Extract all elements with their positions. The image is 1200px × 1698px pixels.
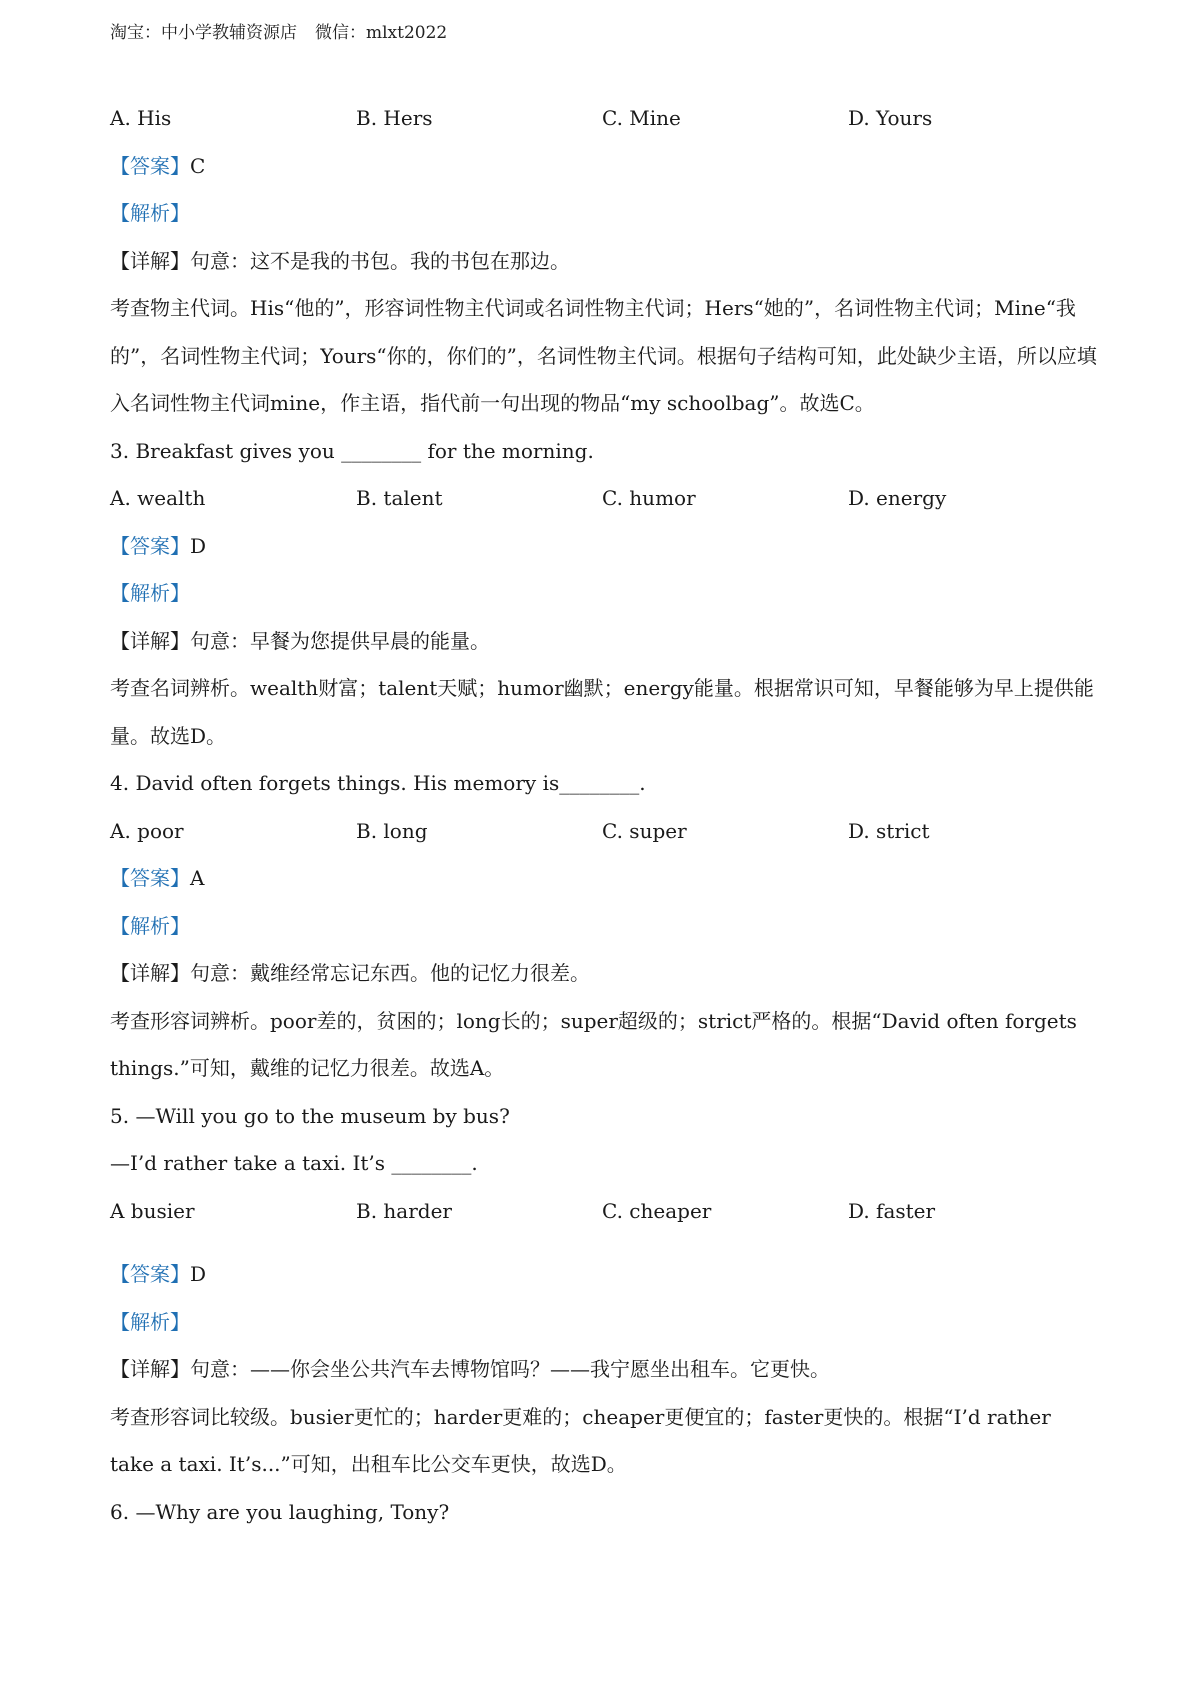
q4-options (110, 808, 1100, 856)
q2-option-b: B. Hers (356, 106, 433, 130)
q4-option-d: D. strict (848, 818, 930, 843)
q2-options (110, 95, 1100, 143)
q5-option-a: A busier (110, 1198, 195, 1223)
q5-answer-value: D (190, 1262, 207, 1286)
wechat-id: 微信：mlxt2022 (315, 23, 448, 43)
q5-option-b: B. harder (356, 1198, 452, 1223)
q4-analysis-heading (110, 903, 1100, 951)
q3-analysis-heading (110, 570, 1100, 618)
shop-name: 淘宝：中小学教辅资源店 (110, 23, 297, 43)
q4-explanation: 考查形容词辨析。poor差的，贫困的；long长的；super超级的；strict严格的。根据“David often forgets things.”可知，戴维的记忆力很差。故选A。 (110, 1008, 1077, 1080)
q2-option-c: C. Mine (602, 106, 681, 130)
q5-option-d: D. faster (848, 1198, 936, 1223)
q5-stem-1: 5. —Will you go to the museum by bus? (110, 1103, 510, 1128)
q2-detail: 【详解】句意：这不是我的书包。我的书包在那边。 (110, 248, 570, 273)
q3-option-a: A. wealth (110, 486, 206, 510)
q3-option-b: B. talent (356, 486, 443, 510)
q4-option-a: A. poor (110, 818, 184, 843)
q3-option-d: D. energy (848, 486, 947, 510)
analysis-tag: 【解析】 (110, 581, 190, 605)
q5-answer (110, 1251, 1100, 1299)
q2-answer-value: C (190, 153, 206, 178)
q2-analysis-heading (110, 190, 1100, 238)
analysis-tag: 【解析】 (110, 1309, 190, 1334)
q4-answer (110, 855, 1100, 903)
analysis-tag: 【解析】 (110, 913, 190, 938)
q5-options (110, 1188, 1100, 1236)
q4-option-c: C. super (602, 818, 687, 843)
q5-stem-2: —I’d rather take a taxi. It’s ________. (110, 1151, 478, 1175)
answer-tag: 【答案】 (110, 533, 190, 558)
q6-stem: 6. —Why are you laughing, Tony? (110, 1499, 450, 1524)
q5-detail: 【详解】句意：——你会坐公共汽车去博物馆吗？——我宁愿坐出租车。它更快。 (110, 1357, 830, 1381)
q4-answer-value: A (190, 866, 205, 890)
q3-answer-value: D (190, 533, 207, 558)
q3-option-c: C. humor (602, 486, 696, 510)
q3-detail: 【详解】句意：早餐为您提供早晨的能量。 (110, 628, 490, 653)
q5-option-c: C. cheaper (602, 1198, 712, 1223)
answer-tag: 【答案】 (110, 1262, 190, 1286)
analysis-tag: 【解析】 (110, 201, 190, 225)
page-header (110, 18, 447, 43)
q3-answer (110, 523, 1100, 571)
q5-explanation: 考查形容词比较级。busier更忙的；harder更难的；cheaper更便宜的；faster更快的。根据“I’d rather take a taxi. It’s...”可知，出租车比公交车更快，故选D。 (110, 1404, 1051, 1476)
spacer (110, 1235, 1100, 1251)
answer-tag: 【答案】 (110, 866, 190, 890)
q3-stem: 3. Breakfast gives you ________ for the morning. (110, 438, 594, 463)
q2-explanation: 考查物主代词。His“他的”，形容词性物主代词或名词性物主代词；Hers“她的”，名词性物主代词；Mine“我的”，名词性物主代词；Yours“你的，你们的”，名词性物主代词。根据句子结构可知，此处缺少主语，所以应填入名词性物主代词mine，作主语，指代前一句出现的物品“my schoolbag”。故选C。 (110, 296, 1097, 415)
q4-stem: 4. David often forgets things. His memory is________. (110, 771, 646, 795)
q3-options (110, 475, 1100, 523)
q3-explanation: 考查名词辨析。wealth财富；talent天赋；humor幽默；energy能量。根据常识可知，早餐能够为早上提供能量。故选D。 (110, 676, 1094, 748)
q4-option-b: B. long (356, 818, 428, 843)
q4-detail: 【详解】句意：戴维经常忘记东西。他的记忆力很差。 (110, 961, 590, 985)
q5-analysis-heading (110, 1299, 1100, 1347)
answer-tag: 【答案】 (110, 153, 190, 178)
document-body (110, 95, 1100, 1536)
q2-answer (110, 143, 1100, 191)
q2-option-d: D. Yours (848, 106, 933, 130)
q2-option-a: A. His (110, 106, 172, 130)
